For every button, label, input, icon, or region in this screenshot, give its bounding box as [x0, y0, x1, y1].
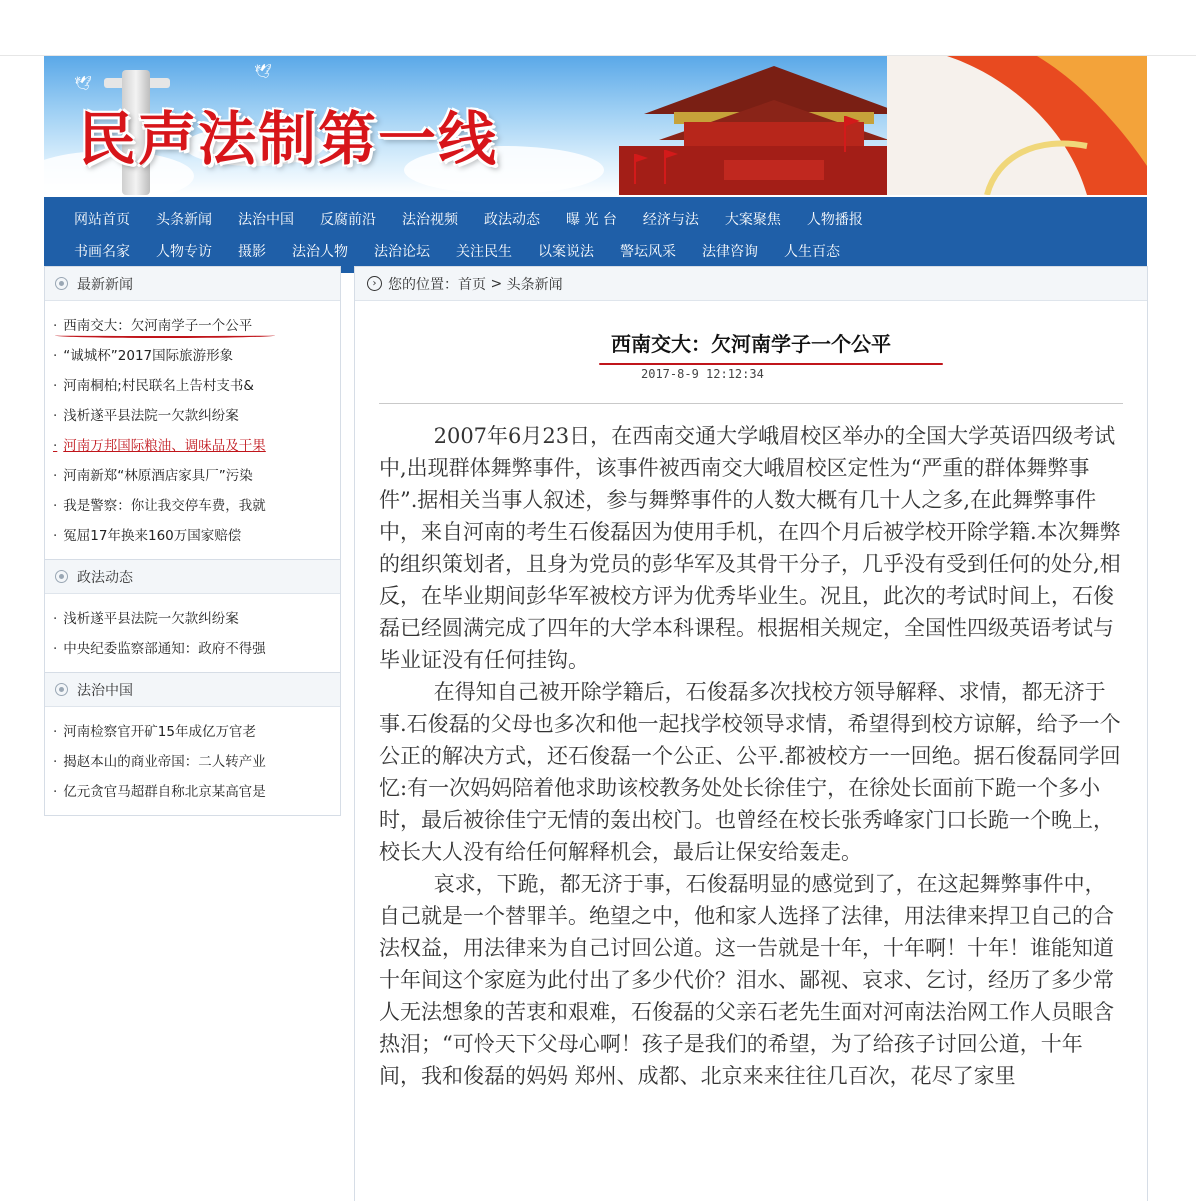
article-paragraph: 哀求，下跪，都无济于事，石俊磊明显的感觉到了，在这起舞弊事件中，自己就是一个替罪羊。绝望之中，他和家人选择了法律，用法律来捍卫自己的合法权益，用法律来为自己讨回公道。这一告就是十年，十年啊！十年！谁能知道十年间这个家庭为此付出了多少代价？泪水、鄙视、哀求、乞讨，经历了多少常人无法想象的苦衷和艰难，石俊磊的父亲石老先生面对河南法治网工作人员眼含热泪；“可怜天下父母心啊！孩子是我们的希望，为了给孩子讨回公道，十年间，我和俊磊的妈妈 郑州、成都、北京来来往往几百次，花尽了家里 — [379, 872, 1114, 1088]
nav-item-interviews[interactable]: 人物专访 — [156, 244, 212, 260]
law-china-box — [44, 673, 341, 816]
nav-row-1 — [44, 203, 1147, 235]
nav-item-exposure[interactable]: 曝 光 台 — [566, 212, 617, 228]
breadcrumb-separator: > — [486, 275, 507, 292]
nav-item-photography[interactable]: 摄影 — [238, 244, 266, 260]
politics-news-title: 政法动态 — [77, 569, 133, 586]
nav-item-headlines[interactable]: 头条新闻 — [156, 212, 212, 228]
list-item[interactable]: · 河南桐柏;村民联名上告村支书& — [53, 371, 340, 401]
nav-item-police[interactable]: 警坛风采 — [620, 244, 676, 260]
banner-decoration — [887, 56, 1147, 195]
list-item[interactable]: · 中央纪委监察部通知：政府不得强 — [53, 634, 340, 664]
dove-icon: 🕊 — [74, 76, 92, 92]
politics-news-box — [44, 560, 341, 673]
list-item[interactable]: · 河南检察官开矿15年成亿万官老 — [53, 717, 340, 747]
politics-news-list — [45, 594, 340, 672]
page-container — [44, 56, 1147, 1088]
site-banner — [44, 56, 1147, 195]
nav-item-livelihood[interactable]: 关注民生 — [456, 244, 512, 260]
article-paragraph: 在得知自己被开除学籍后，石俊磊多次找校方领导解释、求情，都无济于事.石俊磊的父母也多次和他一起找学校领导求情，希望得到校方谅解，给予一个公正的解决方式，还石俊磊一个公正、公平.都被校方一一回绝。据石俊磊同学回忆:有一次妈妈陪着他求助该校教务处处长徐佳宁，在徐处长面前下跪一个多小时，最后被徐佳宁无情的轰出校门。也曾经在校长张秀峰家门口长跪一个晚上，校长大人没有给任何解释机会，最后让保安给轰走。 — [379, 680, 1121, 864]
list-item[interactable]: · 冤屈17年换来160万国家赔偿 — [53, 521, 340, 551]
chevron-right-icon: › — [367, 276, 382, 291]
nav-item-politics-law[interactable]: 政法动态 — [484, 212, 540, 228]
article-body — [355, 404, 1147, 1092]
article-panel — [354, 266, 1148, 1201]
list-item[interactable]: · 河南万邦国际粮油、调味品及干果 — [53, 431, 340, 461]
nav-item-legal-advice[interactable]: 法律咨询 — [702, 244, 758, 260]
browser-top-strip — [0, 0, 1196, 56]
dove-icon: 🕊 — [254, 64, 272, 80]
nav-item-law-video[interactable]: 法治视频 — [402, 212, 458, 228]
list-item[interactable]: · 浅析遂平县法院一欠款纠纷案 — [53, 604, 340, 634]
main-navigation — [44, 195, 1147, 273]
nav-item-economy-law[interactable]: 经济与法 — [642, 212, 699, 228]
latest-news-title: 最新新闻 — [77, 276, 133, 293]
breadcrumb-prefix: 您的位置： — [388, 276, 458, 293]
law-china-list — [45, 707, 340, 815]
nav-item-law-people[interactable]: 法治人物 — [292, 244, 348, 260]
latest-news-header — [45, 267, 340, 301]
breadcrumb-home[interactable]: 首页 — [458, 276, 486, 293]
list-item[interactable]: · 河南新郑“林原酒店家具厂”污染 — [53, 461, 340, 491]
sidebar — [44, 266, 341, 816]
nav-item-people-broadcast[interactable]: 人物播报 — [806, 212, 863, 228]
nav-item-home[interactable]: 网站首页 — [74, 212, 130, 228]
nav-item-rule-of-law-china[interactable]: 法治中国 — [238, 212, 294, 228]
list-item[interactable]: · 亿元贪官马超群自称北京某高官是 — [53, 777, 340, 807]
site-title: 民声法制第一线 — [78, 105, 499, 173]
breadcrumb-current[interactable]: 头条新闻 — [506, 276, 563, 293]
politics-news-header — [45, 560, 340, 594]
list-item[interactable]: · 我是警察：你让我交停车费，我就 — [53, 491, 340, 521]
section-bullet-icon — [55, 683, 68, 696]
article-title-wrap — [355, 328, 1147, 357]
law-china-title: 法治中国 — [77, 682, 133, 699]
nav-item-law-forum[interactable]: 法治论坛 — [374, 244, 430, 260]
section-bullet-icon — [55, 277, 68, 290]
latest-news-list — [45, 301, 340, 559]
nav-item-case-law[interactable]: 以案说法 — [538, 244, 594, 260]
nav-row-2 — [44, 235, 1147, 267]
breadcrumb — [355, 267, 1147, 301]
nav-item-life[interactable]: 人生百态 — [784, 244, 840, 260]
latest-news-box — [44, 266, 341, 560]
law-china-header — [45, 673, 340, 707]
article-date: 2017-8-9 12:12:34 — [641, 367, 764, 381]
nav-item-anti-corruption[interactable]: 反腐前沿 — [320, 212, 376, 228]
nav-item-calligraphy[interactable]: 书画名家 — [74, 244, 130, 260]
list-item[interactable]: · “诚城杯”2017国际旅游形象 — [53, 341, 340, 371]
list-item[interactable]: · 浅析遂平县法院一欠款纠纷案 — [53, 401, 340, 431]
section-bullet-icon — [55, 570, 68, 583]
list-item-link[interactable]: 西南交大：欠河南学子一个公平 — [63, 318, 253, 334]
nav-item-major-cases[interactable]: 大案聚焦 — [724, 212, 781, 228]
list-item[interactable] — [53, 311, 340, 341]
article-paragraph: 2007年6月23日，在西南交通大学峨眉校区举办的全国大学英语四级考试中,出现群体舞弊事件，该事件被西南交大峨眉校区定性为“严重的群体舞弊事件”.据相关当事人叙述，参与舞弊事件的人数大概有几十人之多,在此舞弊事件中，来自河南的考生石俊磊因为使用手机，在四个月后被学校开除学籍.本次舞弊的组织策划者，且身为党员的彭华军及其骨干分子，几乎没有受到任何的处分,相反，在毕业期间彭华军被校方评为优秀毕业生。况且，此次的考试时间上，石俊磊已经圆满完成了四年的大学本科课程。根据相关规定，全国性四级英语考试与毕业证没有任何挂钩。 — [379, 424, 1121, 672]
article-title: 西南交大：欠河南学子一个公平 — [611, 328, 891, 357]
highlight-underline — [55, 333, 275, 338]
list-item[interactable]: · 揭赵本山的商业帝国：二人转产业 — [53, 747, 340, 777]
